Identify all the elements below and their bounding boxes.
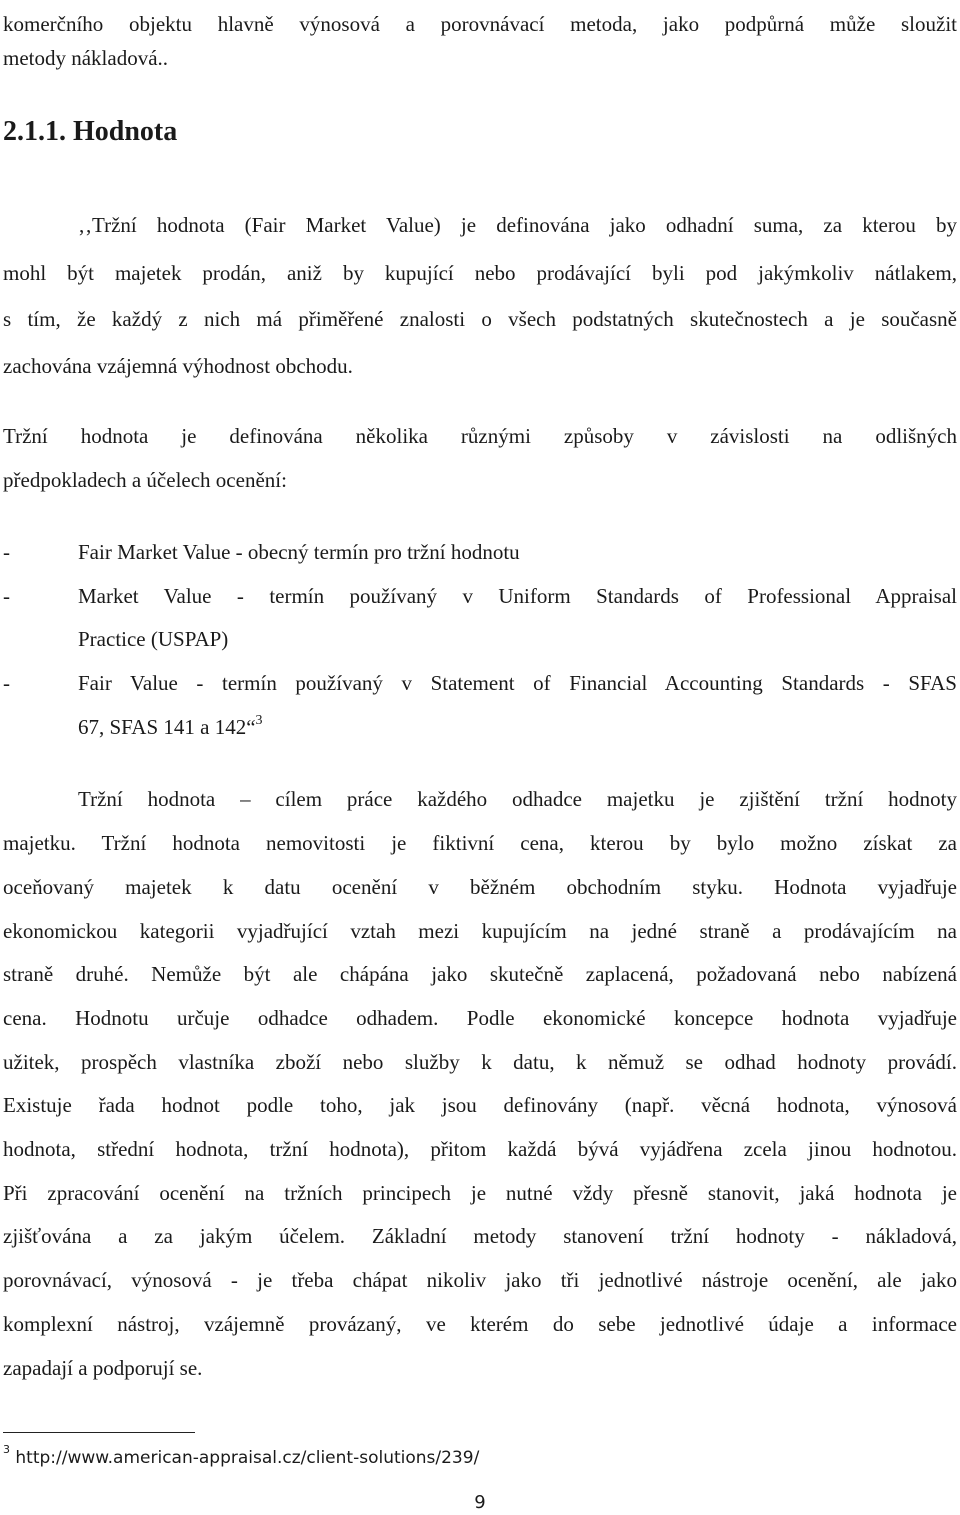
bullet-dash: - (3, 540, 10, 564)
intro-line-2: metody nákladová.. (3, 46, 169, 70)
main-line-2: majetku. Tržní hodnota nemovitosti je fiktivní cena, kterou by bylo možno získat za (3, 831, 957, 855)
main-line-8: Existuje řada hodnot podle toho, jak jsou definovány (např. věcná hodnota, výnosová (3, 1093, 957, 1117)
bullet-text-line: Fair Market Value - obecný termín pro tržní hodnotu (78, 540, 520, 564)
bullet-text-line: Practice (USPAP) (78, 627, 229, 651)
bullet-text-line: Fair Value - termín používaný v Statement of Financial Accounting Standards - SFAS (78, 671, 957, 695)
footnote-separator (3, 1432, 195, 1433)
main-line-5: straně druhé. Nemůže být ale chápána jako skutečně zaplacená, požadovaná nebo nabízená (3, 962, 957, 986)
quote-line-1: ‚‚Tržní hodnota (Fair Market Value) je definována jako odhadní suma, za kterou by (78, 213, 957, 237)
main-line-12: porovnávací, výnosová - je třeba chápat nikoliv jako tři jednotlivé nástroje ocenění, ale jako (3, 1268, 957, 1292)
main-line-10: Při zpracování ocenění na tržních principech je nutné vždy přesně stanovit, jaká hodnota je (3, 1181, 957, 1205)
page-number: 9 (474, 1492, 486, 1513)
bullet-dash: - (3, 671, 10, 695)
footnote (3, 1443, 480, 1469)
definitions-line-1: Tržní hodnota je definována několika různými způsoby v závislosti na odlišných (3, 424, 957, 448)
bullet-text-line: Market Value - termín používaný v Uniform Standards of Professional Appraisal (78, 584, 957, 608)
bullet-text-content: 67, SFAS 141 a 142“ (78, 715, 256, 739)
footnote-reference: 3 (255, 713, 263, 728)
main-line-14: zapadají a podporují se. (3, 1356, 203, 1380)
intro-line-1: komerčního objektu hlavně výnosová a porovnávací metoda, jako podpůrná může sloužit (3, 12, 957, 36)
bullet-dash: - (3, 584, 10, 608)
main-line-4: ekonomickou kategorii vyjadřující vztah mezi kupujícím na jedné straně a prodávajícím na (3, 919, 957, 943)
main-line-3: oceňovaný majetek k datu ocenění v běžném obchodním styku. Hodnota vyjadřuje (3, 875, 957, 899)
main-line-6: cena. Hodnotu určuje odhadce odhadem. Podle ekonomické koncepce hodnota vyjadřuje (3, 1006, 957, 1030)
main-line-13: komplexní nástroj, vzájemně provázaný, ve kterém do sebe jednotlivé údaje a informace (3, 1312, 957, 1336)
definitions-line-2: předpokladech a účelech ocenění: (3, 468, 287, 492)
footnote-link[interactable]: http://www.american-appraisal.cz/client-solutions/239/ (15, 1448, 480, 1468)
quote-line-2: mohl být majetek prodán, aniž by kupující nebo prodávající byli pod jakýmkoliv nátlakem, (3, 261, 957, 285)
bullet-text-line (78, 713, 263, 741)
main-line-9: hodnota, střední hodnota, tržní hodnota), přitom každá bývá vyjádřena zcela jinou hodnotou. (3, 1137, 957, 1161)
quote-line-3: s tím, že každý z nich má přiměřené znalosti o všech podstatných skutečnostech a je současně (3, 307, 957, 331)
quote-line-4: zachována vzájemná výhodnost obchodu. (3, 354, 353, 378)
footnote-number: 3 (3, 1443, 10, 1457)
section-heading: 2.1.1. Hodnota (3, 116, 178, 147)
main-line-7: užitek, prospěch vlastníka zboží nebo služby k datu, k němuž se odhad hodnoty provádí. (3, 1050, 957, 1074)
main-line-1: Tržní hodnota – cílem práce každého odhadce majetku je zjištění tržní hodnoty (78, 787, 957, 811)
main-line-11: zjišťována a za jakým účelem. Základní metody stanovení tržní hodnoty - nákladová, (3, 1224, 957, 1248)
